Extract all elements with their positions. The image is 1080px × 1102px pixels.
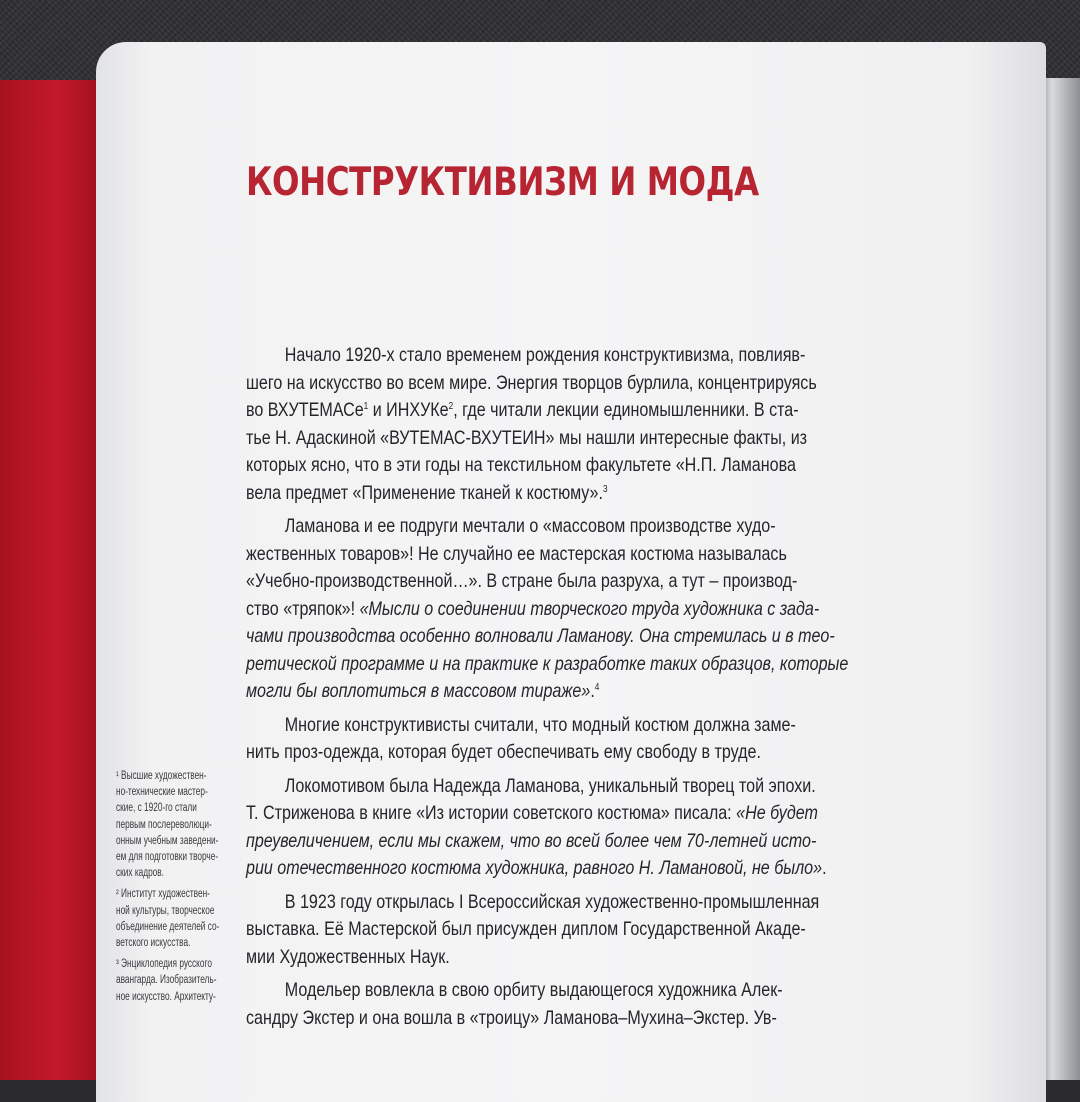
- text-segment: В 1923 году открылась I Всероссийская художественно-промышленная: [284, 890, 820, 913]
- text-line: [246, 800, 906, 828]
- footnote: [116, 768, 219, 881]
- main-text: [246, 342, 906, 1032]
- text-segment: нить проз-одежда, которая будет обеспечивать ему свободу в труде.: [246, 741, 761, 763]
- footnote-ref: 1: [363, 401, 369, 412]
- text-segment: вела предмет «Применение тканей к костюму».: [246, 481, 603, 504]
- text-line: [246, 541, 906, 569]
- text-segment: шего на искусство во всем мире. Энергия творцов бурлила, концентрируясь: [246, 371, 817, 394]
- text-line: [246, 773, 906, 801]
- footnote-line: ских кадров.: [116, 867, 164, 880]
- text-segment: «Учебно-производственной…». В стране была разруха, а тут – производ-: [246, 570, 798, 592]
- text-line: [246, 855, 906, 883]
- footnote-line: ное искусство. Архитекту-: [116, 990, 216, 1003]
- text-segment: и ИНХУКе: [368, 399, 449, 421]
- text-line: [246, 977, 906, 1005]
- text-segment: «Не будет: [736, 802, 818, 824]
- book-cover-red: [0, 80, 105, 1080]
- footnote-ref: 3: [602, 483, 608, 495]
- text-line: [246, 678, 906, 706]
- text-segment: тье Н. Адаскиной «ВУТЕМАС-ВХУТЕИН» мы нашли интересные факты, из: [246, 426, 808, 449]
- footnote: [116, 956, 217, 1005]
- text-line: [246, 425, 906, 453]
- footnote-line: объединение деятелей со-: [116, 920, 220, 933]
- text-line: [246, 397, 906, 425]
- text-segment: , где читали лекции единомышленники. В ста-: [453, 399, 799, 421]
- footnote-line: но-технические мастер-: [116, 786, 208, 799]
- text-segment: .: [822, 857, 827, 879]
- text-line: [246, 828, 906, 856]
- text-line: [246, 739, 906, 767]
- text-line: [246, 596, 906, 624]
- text-segment: Многие конструктивисты считали, что модный костюм должна заме-: [284, 713, 796, 736]
- text-segment: могли бы воплотиться в массовом тираже»: [246, 680, 591, 702]
- paragraph: [246, 342, 906, 507]
- text-segment: чами производства особенно волновали Ламанову. Она стремилась и в тео-: [246, 625, 835, 647]
- footnote: [116, 886, 220, 951]
- text-segment: Т. Стриженова в книге «Из истории советского костюма» писала:: [246, 802, 737, 824]
- text-segment: которых ясно, что в эти годы на текстильном факультете «Н.П. Ламанова: [246, 454, 796, 476]
- footnote-ref: 4: [594, 682, 600, 693]
- text-line: [246, 342, 906, 370]
- text-line: [246, 452, 906, 480]
- footnote-line: ¹ Высшие художествен-: [116, 770, 207, 782]
- text-line: [246, 889, 906, 917]
- text-segment: «Мысли о соединении творческого труда художника с зада-: [359, 597, 820, 620]
- paragraph: [246, 889, 906, 972]
- footnote-line: ветского искусства.: [116, 937, 191, 950]
- footnote-line: первым послереволюци-: [116, 818, 212, 831]
- footnote-line: ной культуры, творческое: [116, 904, 215, 917]
- footnote-line: ем для подготовки творче-: [116, 851, 219, 864]
- text-segment: Начало 1920-х стало временем рождения конструктивизма, повлияв-: [284, 344, 806, 366]
- text-segment: сандру Экстер и она вошла в «троицу» Ламанова–Мухина–Экстер. Ув-: [246, 1006, 777, 1029]
- text-line: [246, 1005, 906, 1033]
- paragraph: [246, 977, 906, 1032]
- paragraph: [246, 773, 906, 883]
- text-line: [246, 623, 906, 651]
- text-line: [246, 916, 906, 944]
- text-segment: .: [590, 680, 595, 702]
- text-segment: во ВХУТЕМАСе: [246, 399, 364, 421]
- footnote-ref: 2: [448, 401, 454, 412]
- text-line: [246, 651, 906, 679]
- text-segment: жественных товаров»! Не случайно ее мастерская костюма называлась: [246, 542, 787, 565]
- footnote-line: онным учебным заведени-: [116, 834, 219, 847]
- text-segment: Локомотивом была Надежда Ламанова, уникальный творец той эпохи.: [284, 774, 816, 797]
- text-segment: рии отечественного костюма художника, равного Н. Ламановой, не было»: [246, 857, 823, 879]
- text-line: [246, 568, 906, 596]
- footnote-line: ³ Энциклопедия русского: [116, 958, 212, 971]
- footnote-line: ские, с 1920-го стали: [116, 802, 197, 815]
- text-segment: Ламанова и ее подруги мечтали о «массовом производстве худо-: [284, 515, 776, 537]
- paragraph: [246, 513, 906, 706]
- footnote-line: авангарда. Изобразитель-: [116, 974, 217, 987]
- chapter-title: КОНСТРУКТИВИЗМ И МОДА: [246, 160, 759, 205]
- paragraph: [246, 712, 906, 767]
- footnote-line: ² Институт художествен-: [116, 888, 210, 901]
- text-segment: ретической программе и на практике к разработке таких образцов, которые: [246, 652, 849, 675]
- text-line: [246, 370, 906, 398]
- text-line: [246, 513, 906, 541]
- text-line: [246, 480, 906, 508]
- text-segment: преувеличением, если мы скажем, что во всей более чем 70-летней исто-: [246, 829, 817, 852]
- text-segment: мии Художественных Наук.: [246, 945, 450, 968]
- text-segment: Модельер вовлекла в свою орбиту выдающегося художника Алек-: [284, 979, 783, 1001]
- footnotes: [116, 768, 220, 1010]
- text-line: [246, 944, 906, 972]
- text-segment: ство «тряпок»!: [246, 597, 360, 620]
- text-line: [246, 712, 906, 740]
- text-segment: выставка. Её Мастерской был присужден диплом Государственной Акаде-: [246, 918, 806, 940]
